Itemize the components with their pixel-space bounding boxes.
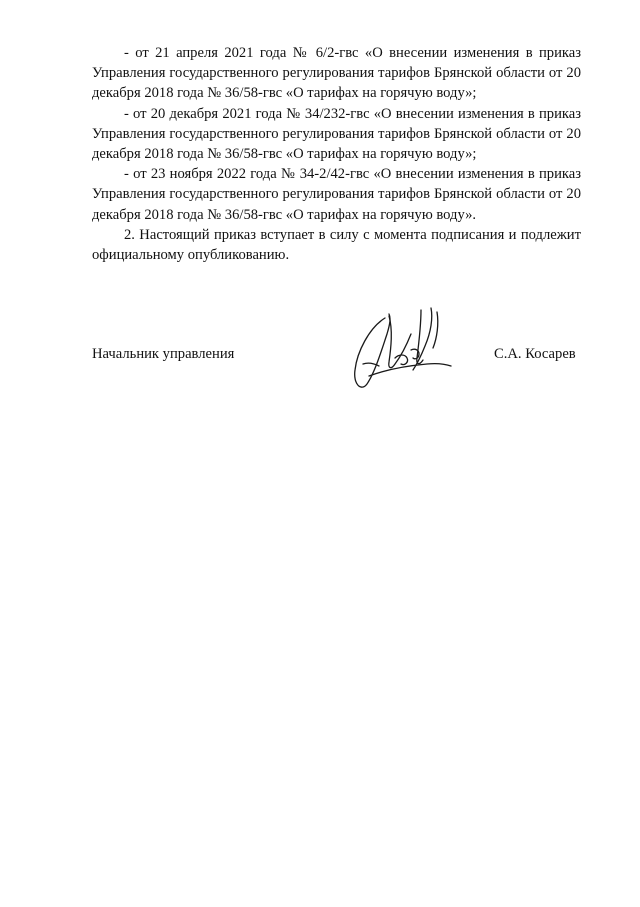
effective-date-clause: 2. Настоящий приказ вступает в силу с момента подписания и подлежит официальному опубликованию. <box>92 226 581 264</box>
handwritten-signature <box>345 304 465 400</box>
signer-name: С.А. Косарев <box>494 346 576 362</box>
list-item-amendment-2021-april: - от 21 апреля 2021 года № 6/2-гвс «О внесении изменения в приказ Управления государственного регулирования тарифов Брянской области от 20 декабря 2018 года № 36/58-гвс «О тарифах на горячую воду»; <box>92 45 581 102</box>
signer-position: Начальник управления <box>92 346 235 362</box>
signature-block <box>0 300 640 410</box>
document-body <box>92 43 581 265</box>
list-item-amendment-2021-december: - от 20 декабря 2021 года № 34/232-гвс «О внесении изменения в приказ Управления государственного регулирования тарифов Брянской области от 20 декабря 2018 года № 36/58-гвс «О тарифах на горячую воду»; <box>92 105 581 163</box>
list-item-amendment-2022-november: - от 23 ноября 2022 года № 34-2/42-гвс «О внесении изменения в приказ Управления государственного регулирования тарифов Брянской области от 20 декабря 2018 года № 36/58-гвс «О тарифах на горячую воду». <box>92 166 581 223</box>
